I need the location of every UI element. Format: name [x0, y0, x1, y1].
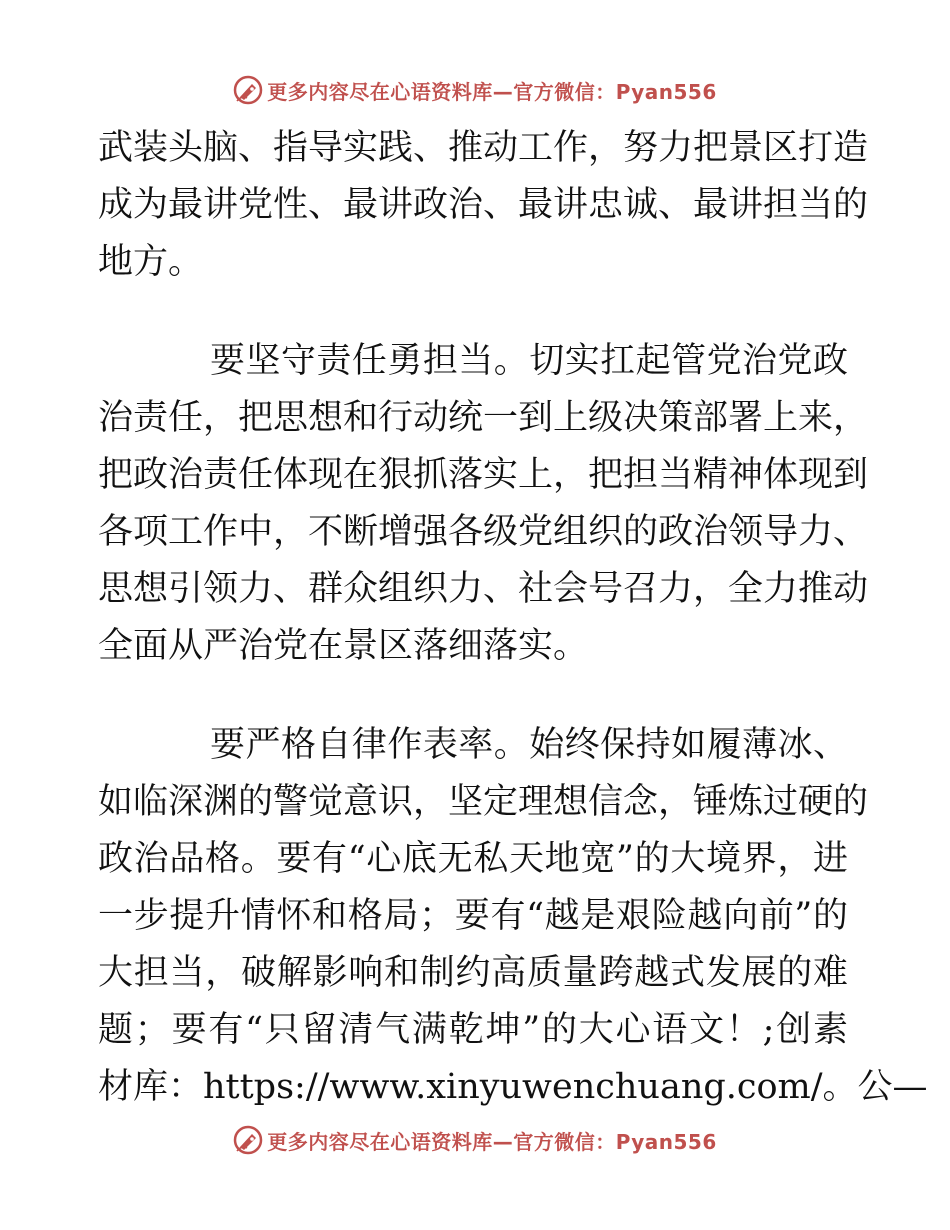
- text-line: 把政治责任体现在狠抓落实上，把担当精神体现到: [98, 455, 869, 495]
- text-line: 治责任，把思想和行动统一到上级决策部署上来，: [98, 398, 869, 438]
- document-body: [98, 120, 928, 1116]
- text-line: 地方。: [98, 242, 204, 282]
- header-watermark: [0, 70, 950, 110]
- watermark-text: 更多内容尽在心语资料库—官方微信：Pyan556: [267, 1129, 717, 1154]
- text-line: 成为最讲党性、最讲政治、最讲忠诚、最讲担当的: [98, 185, 869, 225]
- pen-nib-logo-icon: [233, 75, 263, 105]
- text-line: 思想引领力、群众组织力、社会号召力，全力推动: [98, 569, 869, 609]
- paragraph-3: [98, 717, 928, 1116]
- text-line: 要严格自律作表率。始终保持如履薄冰、: [210, 725, 848, 765]
- text-line: 武装头脑、指导实践、推动工作，努力把景区打造: [98, 128, 869, 168]
- paragraph-2: [98, 333, 869, 675]
- text-line: 大担当，破解影响和制约高质量跨越式发展的难: [98, 953, 848, 993]
- text-line: 题；要有“只留清气满乾坤”的大心语文！;创素: [98, 1010, 848, 1050]
- paragraph-1: [98, 120, 869, 291]
- text-line: 政治品格。要有“心底无私天地宽”的大境界，进: [98, 839, 848, 879]
- watermark-text: 更多内容尽在心语资料库—官方微信：Pyan556: [267, 79, 717, 104]
- text-line: 如临深渊的警觉意识，坚定理想信念，锤炼过硬的: [98, 782, 869, 822]
- footer-watermark: [0, 1120, 950, 1160]
- pen-nib-logo-icon: [233, 1125, 263, 1155]
- text-line: 各项工作中，不断增强各级党组织的政治领导力、: [98, 512, 869, 552]
- text-line: 材库：https://www.xinyuwenchuang.com/。公—: [98, 1067, 928, 1107]
- text-line: 一步提升情怀和格局；要有“越是艰险越向前”的: [98, 896, 848, 936]
- text-line: 要坚守责任勇担当。切实扛起管党治党政: [210, 341, 848, 381]
- text-line: 全面从严治党在景区落细落实。: [98, 626, 589, 666]
